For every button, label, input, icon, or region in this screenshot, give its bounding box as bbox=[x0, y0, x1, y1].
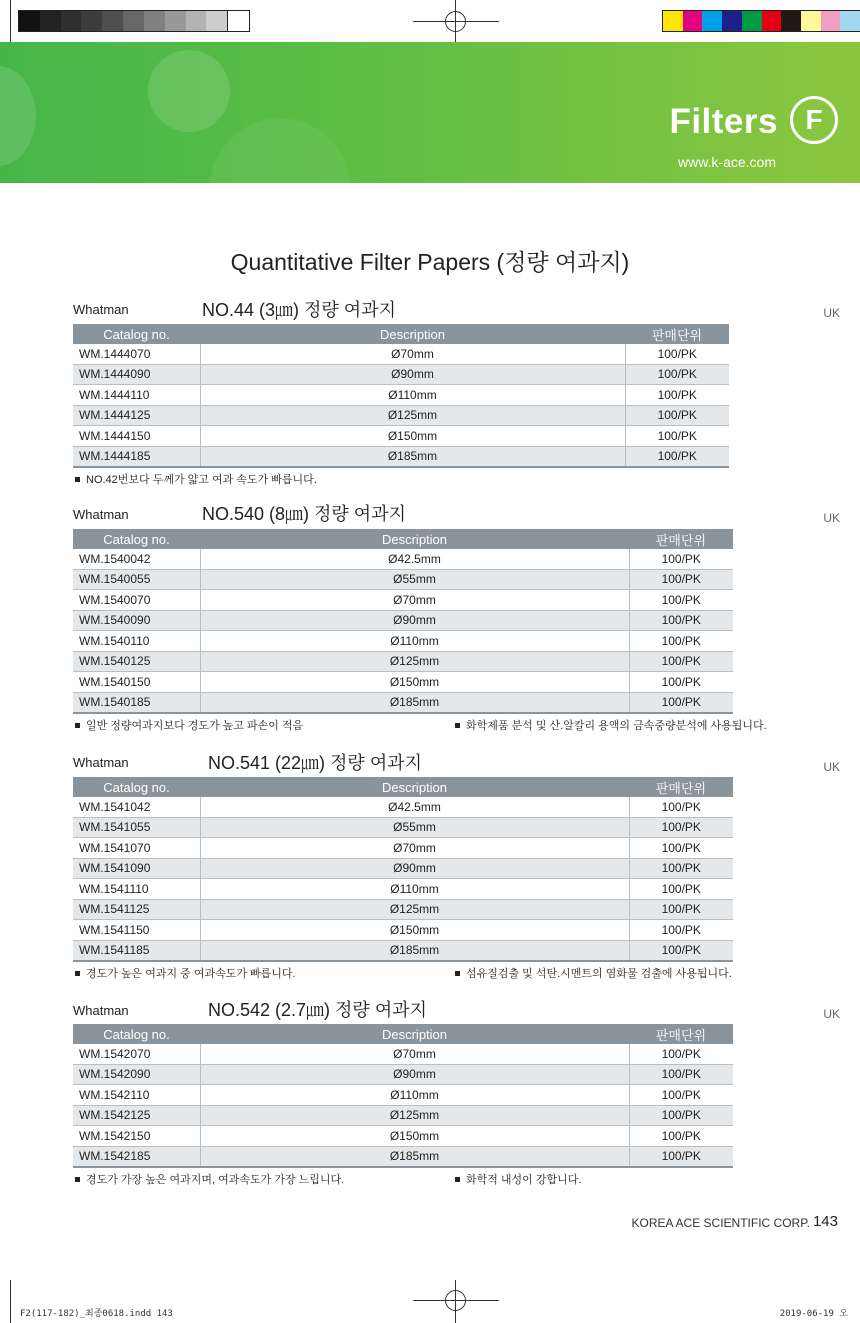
color-swatch bbox=[801, 11, 821, 31]
page-number: 143 bbox=[812, 1213, 838, 1230]
catalog-number-cell: WM.1444090 bbox=[73, 364, 200, 385]
description-cell: Ø125mm bbox=[200, 899, 629, 920]
description-cell: Ø110mm bbox=[200, 631, 629, 652]
sales-unit-cell: 100/PK bbox=[629, 1085, 733, 1106]
table-row bbox=[73, 1044, 733, 1064]
column-header: 판매단위 bbox=[629, 529, 733, 549]
decorative-bubble bbox=[0, 66, 36, 166]
sales-unit-cell: 100/PK bbox=[625, 405, 729, 426]
sales-unit-cell: 100/PK bbox=[629, 879, 733, 900]
sales-unit-cell: 100/PK bbox=[629, 899, 733, 920]
color-swatch bbox=[19, 11, 40, 31]
description-cell: Ø55mm bbox=[200, 817, 629, 838]
sales-unit-cell: 100/PK bbox=[629, 569, 733, 590]
catalog-number-cell: WM.1542125 bbox=[73, 1105, 200, 1126]
registration-circle-bottom bbox=[445, 1290, 466, 1311]
column-header: Description bbox=[200, 529, 629, 549]
sales-unit-cell: 100/PK bbox=[629, 672, 733, 693]
description-cell: Ø125mm bbox=[200, 1105, 629, 1126]
table-header-row bbox=[73, 1024, 733, 1044]
sales-unit-cell: 100/PK bbox=[629, 817, 733, 838]
table-row bbox=[73, 1146, 733, 1167]
section-title: Filters bbox=[669, 102, 778, 141]
color-swatch bbox=[663, 11, 683, 31]
catalog-number-cell: WM.1541110 bbox=[73, 879, 200, 900]
table-row bbox=[73, 797, 733, 817]
column-header: Catalog no. bbox=[73, 529, 200, 549]
catalog-number-cell: WM.1540125 bbox=[73, 651, 200, 672]
section-letter-badge: F bbox=[790, 96, 838, 144]
color-swatch bbox=[40, 11, 61, 31]
catalog-table bbox=[73, 1024, 733, 1168]
sales-unit-cell: 100/PK bbox=[625, 385, 729, 406]
description-cell: Ø70mm bbox=[200, 344, 625, 364]
sales-unit-cell: 100/PK bbox=[629, 692, 733, 713]
column-header: Catalog no. bbox=[73, 777, 200, 797]
description-cell: Ø90mm bbox=[200, 610, 629, 631]
sales-unit-cell: 100/PK bbox=[629, 920, 733, 941]
description-cell: Ø70mm bbox=[200, 590, 629, 611]
page-title: Quantitative Filter Papers (정량 여과지) bbox=[230, 249, 630, 275]
column-header: Description bbox=[200, 777, 629, 797]
origin-label: UK bbox=[823, 1007, 840, 1021]
description-cell: Ø150mm bbox=[200, 672, 629, 693]
table-row bbox=[73, 631, 733, 652]
column-header: Catalog no. bbox=[73, 1024, 200, 1044]
catalog-number-cell: WM.1444125 bbox=[73, 405, 200, 426]
grayscale-color-bar bbox=[18, 10, 250, 32]
catalog-number-cell: WM.1540070 bbox=[73, 590, 200, 611]
catalog-number-cell: WM.1540055 bbox=[73, 569, 200, 590]
catalog-number-cell: WM.1541055 bbox=[73, 817, 200, 838]
table-row bbox=[73, 899, 733, 920]
column-header: Description bbox=[200, 324, 625, 344]
description-cell: Ø185mm bbox=[200, 692, 629, 713]
catalog-number-cell: WM.1542090 bbox=[73, 1064, 200, 1085]
table-row bbox=[73, 426, 729, 447]
catalog-number-cell: WM.1541070 bbox=[73, 838, 200, 859]
description-cell: Ø125mm bbox=[200, 651, 629, 672]
catalog-number-cell: WM.1444185 bbox=[73, 446, 200, 467]
description-cell: Ø125mm bbox=[200, 405, 625, 426]
product-title: NO.541 (22㎛) 정량 여과지 bbox=[208, 753, 422, 773]
table-row bbox=[73, 405, 729, 426]
table-row bbox=[73, 344, 729, 364]
brand-label: Whatman bbox=[73, 302, 129, 317]
sales-unit-cell: 100/PK bbox=[629, 1105, 733, 1126]
catalog-table bbox=[73, 529, 733, 714]
color-swatch bbox=[144, 11, 165, 31]
sales-unit-cell: 100/PK bbox=[625, 446, 729, 467]
description-cell: Ø110mm bbox=[200, 879, 629, 900]
column-header: 판매단위 bbox=[625, 324, 729, 344]
table-row bbox=[73, 1064, 733, 1085]
company-name: KOREA ACE SCIENTIFIC CORP. bbox=[631, 1216, 810, 1230]
origin-label: UK bbox=[823, 306, 840, 320]
description-cell: Ø150mm bbox=[200, 920, 629, 941]
catalog-number-cell: WM.1540090 bbox=[73, 610, 200, 631]
color-swatch bbox=[206, 11, 227, 31]
table-row bbox=[73, 817, 733, 838]
catalog-number-cell: WM.1542185 bbox=[73, 1146, 200, 1167]
sales-unit-cell: 100/PK bbox=[629, 1146, 733, 1167]
catalog-number-cell: WM.1444150 bbox=[73, 426, 200, 447]
catalog-number-cell: WM.1542070 bbox=[73, 1044, 200, 1064]
description-cell: Ø42.5mm bbox=[200, 797, 629, 817]
description-cell: Ø110mm bbox=[200, 1085, 629, 1106]
table-row bbox=[73, 569, 733, 590]
note-item: NO.42번보다 두께가 얇고 여과 속도가 빠릅니다. bbox=[75, 471, 317, 487]
table-row bbox=[73, 920, 733, 941]
table-row bbox=[73, 549, 733, 569]
sales-unit-cell: 100/PK bbox=[625, 426, 729, 447]
sales-unit-cell: 100/PK bbox=[629, 1044, 733, 1064]
sales-unit-cell: 100/PK bbox=[629, 1126, 733, 1147]
catalog-number-cell: WM.1542150 bbox=[73, 1126, 200, 1147]
table-row bbox=[73, 610, 733, 631]
description-cell: Ø90mm bbox=[200, 364, 625, 385]
catalog-number-cell: WM.1540042 bbox=[73, 549, 200, 569]
trim-mark-left-top bbox=[10, 0, 11, 42]
description-cell: Ø185mm bbox=[200, 940, 629, 961]
table-row bbox=[73, 1085, 733, 1106]
note-item: 경도가 가장 높은 여과지며, 여과속도가 가장 느립니다. bbox=[75, 1171, 344, 1187]
sales-unit-cell: 100/PK bbox=[625, 344, 729, 364]
table-row bbox=[73, 364, 729, 385]
note-item: 일반 정량여과지보다 경도가 높고 파손이 적음 bbox=[75, 717, 303, 733]
sales-unit-cell: 100/PK bbox=[629, 940, 733, 961]
description-cell: Ø42.5mm bbox=[200, 549, 629, 569]
color-swatch bbox=[742, 11, 762, 31]
catalog-number-cell: WM.1540110 bbox=[73, 631, 200, 652]
sales-unit-cell: 100/PK bbox=[629, 1064, 733, 1085]
note-item: 화학적 내성이 강합니다. bbox=[455, 1171, 581, 1187]
color-swatch bbox=[81, 11, 102, 31]
description-cell: Ø70mm bbox=[200, 1044, 629, 1064]
catalog-number-cell: WM.1541150 bbox=[73, 920, 200, 941]
catalog-number-cell: WM.1444110 bbox=[73, 385, 200, 406]
color-swatch bbox=[840, 11, 860, 31]
trim-mark-left bbox=[10, 1280, 11, 1323]
table-header-row bbox=[73, 777, 733, 797]
brand-label: Whatman bbox=[73, 1003, 129, 1018]
description-cell: Ø90mm bbox=[200, 1064, 629, 1085]
catalog-number-cell: WM.1540185 bbox=[73, 692, 200, 713]
column-header: Catalog no. bbox=[73, 324, 200, 344]
color-swatch bbox=[186, 11, 207, 31]
description-cell: Ø110mm bbox=[200, 385, 625, 406]
sales-unit-cell: 100/PK bbox=[629, 610, 733, 631]
header-banner bbox=[0, 42, 860, 183]
website-url: www.k-ace.com bbox=[677, 154, 776, 170]
table-row bbox=[73, 651, 733, 672]
sales-unit-cell: 100/PK bbox=[625, 364, 729, 385]
product-title: NO.540 (8㎛) 정량 여과지 bbox=[202, 504, 406, 524]
table-row bbox=[73, 838, 733, 859]
table-row bbox=[73, 879, 733, 900]
catalog-number-cell: WM.1444070 bbox=[73, 344, 200, 364]
print-slug-date: 2019-06-19 오 bbox=[779, 1309, 848, 1319]
catalog-table bbox=[73, 777, 733, 962]
description-cell: Ø90mm bbox=[200, 858, 629, 879]
description-cell: Ø55mm bbox=[200, 569, 629, 590]
table-row bbox=[73, 692, 733, 713]
color-swatch bbox=[781, 11, 801, 31]
description-cell: Ø185mm bbox=[200, 446, 625, 467]
sales-unit-cell: 100/PK bbox=[629, 838, 733, 859]
color-swatch bbox=[702, 11, 722, 31]
process-color-bar bbox=[662, 10, 860, 32]
table-row bbox=[73, 590, 733, 611]
table-header-row bbox=[73, 529, 733, 549]
brand-label: Whatman bbox=[73, 507, 129, 522]
catalog-number-cell: WM.1541090 bbox=[73, 858, 200, 879]
color-swatch bbox=[102, 11, 123, 31]
decorative-bubble bbox=[210, 118, 350, 183]
sales-unit-cell: 100/PK bbox=[629, 549, 733, 569]
print-slug-file: F2(117-182)_최종0618.indd 143 bbox=[20, 1309, 173, 1319]
note-item: 경도가 높은 여과지 중 여과속도가 빠릅니다. bbox=[75, 965, 296, 981]
column-header: 판매단위 bbox=[629, 777, 733, 797]
note-item: 화학제품 분석 및 산.알칼리 용액의 금속중량분석에 사용됩니다. bbox=[455, 717, 767, 733]
sales-unit-cell: 100/PK bbox=[629, 590, 733, 611]
table-row bbox=[73, 672, 733, 693]
color-swatch bbox=[61, 11, 82, 31]
color-swatch bbox=[683, 11, 703, 31]
brand-label: Whatman bbox=[73, 755, 129, 770]
color-swatch bbox=[821, 11, 841, 31]
color-swatch bbox=[165, 11, 186, 31]
table-row bbox=[73, 858, 733, 879]
catalog-table bbox=[73, 324, 729, 468]
catalog-number-cell: WM.1541125 bbox=[73, 899, 200, 920]
sales-unit-cell: 100/PK bbox=[629, 797, 733, 817]
table-header-row bbox=[73, 324, 729, 344]
registration-circle-top bbox=[445, 11, 466, 32]
decorative-bubble bbox=[148, 50, 230, 132]
note-item: 섬유질검출 및 석탄.시멘트의 염화물 검출에 사용됩니다. bbox=[455, 965, 732, 981]
table-row bbox=[73, 1126, 733, 1147]
origin-label: UK bbox=[823, 511, 840, 525]
color-swatch bbox=[227, 11, 249, 31]
description-cell: Ø70mm bbox=[200, 838, 629, 859]
color-swatch bbox=[722, 11, 742, 31]
color-swatch bbox=[762, 11, 782, 31]
column-header: Description bbox=[200, 1024, 629, 1044]
catalog-number-cell: WM.1541185 bbox=[73, 940, 200, 961]
table-row bbox=[73, 385, 729, 406]
column-header: 판매단위 bbox=[629, 1024, 733, 1044]
color-swatch bbox=[123, 11, 144, 31]
sales-unit-cell: 100/PK bbox=[629, 631, 733, 652]
table-row bbox=[73, 446, 729, 467]
catalog-number-cell: WM.1542110 bbox=[73, 1085, 200, 1106]
sales-unit-cell: 100/PK bbox=[629, 858, 733, 879]
sales-unit-cell: 100/PK bbox=[629, 651, 733, 672]
description-cell: Ø150mm bbox=[200, 1126, 629, 1147]
table-row bbox=[73, 940, 733, 961]
catalog-number-cell: WM.1541042 bbox=[73, 797, 200, 817]
product-title: NO.44 (3㎛) 정량 여과지 bbox=[202, 300, 396, 320]
origin-label: UK bbox=[823, 760, 840, 774]
catalog-number-cell: WM.1540150 bbox=[73, 672, 200, 693]
description-cell: Ø185mm bbox=[200, 1146, 629, 1167]
table-row bbox=[73, 1105, 733, 1126]
product-title: NO.542 (2.7㎛) 정량 여과지 bbox=[208, 1000, 427, 1020]
description-cell: Ø150mm bbox=[200, 426, 625, 447]
